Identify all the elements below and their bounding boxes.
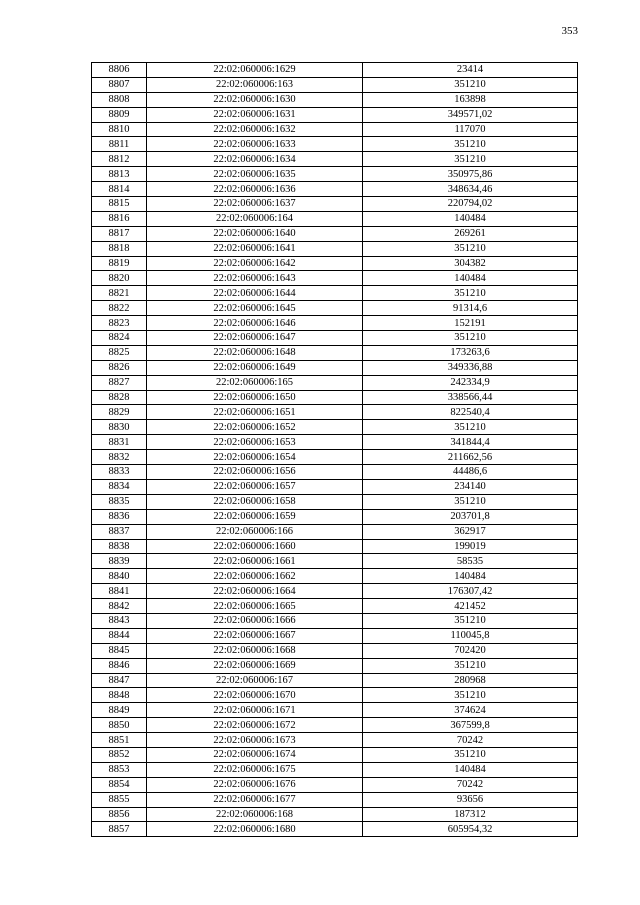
row-number-cell: 8810 bbox=[92, 122, 147, 137]
value-cell: 350975,86 bbox=[363, 167, 578, 182]
value-cell: 173263,6 bbox=[363, 345, 578, 360]
row-number-cell: 8815 bbox=[92, 197, 147, 212]
cadastral-number-cell: 22:02:060006:1659 bbox=[147, 509, 363, 524]
table-row bbox=[92, 286, 578, 301]
value-cell: 91314,6 bbox=[363, 301, 578, 316]
value-cell: 341844,4 bbox=[363, 435, 578, 450]
table-row bbox=[92, 613, 578, 628]
value-cell: 70242 bbox=[363, 733, 578, 748]
table-row bbox=[92, 524, 578, 539]
value-cell: 351210 bbox=[363, 688, 578, 703]
table-row bbox=[92, 450, 578, 465]
row-number-cell: 8812 bbox=[92, 152, 147, 167]
value-cell: 199019 bbox=[363, 539, 578, 554]
row-number-cell: 8839 bbox=[92, 554, 147, 569]
table-row bbox=[92, 390, 578, 405]
value-cell: 351210 bbox=[363, 613, 578, 628]
value-cell: 351210 bbox=[363, 658, 578, 673]
table-row bbox=[92, 658, 578, 673]
value-cell: 367599,8 bbox=[363, 718, 578, 733]
table-row bbox=[92, 226, 578, 241]
table-row bbox=[92, 435, 578, 450]
row-number-cell: 8828 bbox=[92, 390, 147, 405]
row-number-cell: 8831 bbox=[92, 435, 147, 450]
cadastral-number-cell: 22:02:060006:1634 bbox=[147, 152, 363, 167]
value-cell: 348634,46 bbox=[363, 182, 578, 197]
value-cell: 605954,32 bbox=[363, 822, 578, 837]
value-cell: 351210 bbox=[363, 494, 578, 509]
row-number-cell: 8834 bbox=[92, 479, 147, 494]
table-row bbox=[92, 405, 578, 420]
row-number-cell: 8823 bbox=[92, 316, 147, 331]
table-row bbox=[92, 63, 578, 78]
table-row bbox=[92, 688, 578, 703]
table-row bbox=[92, 107, 578, 122]
table-row bbox=[92, 256, 578, 271]
cadastral-number-cell: 22:02:060006:1642 bbox=[147, 256, 363, 271]
value-cell: 70242 bbox=[363, 777, 578, 792]
value-cell: 152191 bbox=[363, 316, 578, 331]
cadastral-number-cell: 22:02:060006:1670 bbox=[147, 688, 363, 703]
table-row bbox=[92, 77, 578, 92]
table-row bbox=[92, 822, 578, 837]
row-number-cell: 8832 bbox=[92, 450, 147, 465]
table-row bbox=[92, 509, 578, 524]
table-row bbox=[92, 345, 578, 360]
cadastral-number-cell: 22:02:060006:1631 bbox=[147, 107, 363, 122]
table-row bbox=[92, 137, 578, 152]
row-number-cell: 8847 bbox=[92, 673, 147, 688]
cadastral-number-cell: 22:02:060006:1662 bbox=[147, 569, 363, 584]
table-row bbox=[92, 599, 578, 614]
cadastral-number-cell: 22:02:060006:1645 bbox=[147, 301, 363, 316]
cadastral-number-cell: 22:02:060006:1660 bbox=[147, 539, 363, 554]
cadastral-number-cell: 22:02:060006:1648 bbox=[147, 345, 363, 360]
row-number-cell: 8816 bbox=[92, 211, 147, 226]
cadastral-number-cell: 22:02:060006:1658 bbox=[147, 494, 363, 509]
table-row bbox=[92, 167, 578, 182]
cadastral-number-cell: 22:02:060006:1664 bbox=[147, 584, 363, 599]
value-cell: 702420 bbox=[363, 643, 578, 658]
row-number-cell: 8819 bbox=[92, 256, 147, 271]
cadastral-number-cell: 22:02:060006:1646 bbox=[147, 316, 363, 331]
row-number-cell: 8829 bbox=[92, 405, 147, 420]
value-cell: 362917 bbox=[363, 524, 578, 539]
value-cell: 117070 bbox=[363, 122, 578, 137]
cadastral-number-cell: 22:02:060006:1632 bbox=[147, 122, 363, 137]
cadastral-number-cell: 22:02:060006:1636 bbox=[147, 182, 363, 197]
table-row bbox=[92, 316, 578, 331]
row-number-cell: 8851 bbox=[92, 733, 147, 748]
cadastral-number-cell: 22:02:060006:1673 bbox=[147, 733, 363, 748]
row-number-cell: 8852 bbox=[92, 747, 147, 762]
value-cell: 280968 bbox=[363, 673, 578, 688]
row-number-cell: 8820 bbox=[92, 271, 147, 286]
cadastral-number-cell: 22:02:060006:1654 bbox=[147, 450, 363, 465]
cadastral-number-cell: 22:02:060006:1633 bbox=[147, 137, 363, 152]
table-row bbox=[92, 494, 578, 509]
cadastral-number-cell: 22:02:060006:1677 bbox=[147, 792, 363, 807]
table-row bbox=[92, 465, 578, 480]
row-number-cell: 8813 bbox=[92, 167, 147, 182]
table-row bbox=[92, 152, 578, 167]
cadastral-number-cell: 22:02:060006:165 bbox=[147, 375, 363, 390]
row-number-cell: 8824 bbox=[92, 331, 147, 346]
cadastral-number-cell: 22:02:060006:163 bbox=[147, 77, 363, 92]
table-row bbox=[92, 539, 578, 554]
row-number-cell: 8825 bbox=[92, 345, 147, 360]
row-number-cell: 8807 bbox=[92, 77, 147, 92]
value-cell: 338566,44 bbox=[363, 390, 578, 405]
table-row bbox=[92, 271, 578, 286]
row-number-cell: 8838 bbox=[92, 539, 147, 554]
row-number-cell: 8856 bbox=[92, 807, 147, 822]
cadastral-number-cell: 22:02:060006:1653 bbox=[147, 435, 363, 450]
cadastral-number-cell: 22:02:060006:1640 bbox=[147, 226, 363, 241]
value-cell: 140484 bbox=[363, 569, 578, 584]
value-cell: 187312 bbox=[363, 807, 578, 822]
row-number-cell: 8822 bbox=[92, 301, 147, 316]
value-cell: 58535 bbox=[363, 554, 578, 569]
row-number-cell: 8853 bbox=[92, 762, 147, 777]
table-row bbox=[92, 241, 578, 256]
value-cell: 93656 bbox=[363, 792, 578, 807]
table-row bbox=[92, 628, 578, 643]
cadastral-number-cell: 22:02:060006:1672 bbox=[147, 718, 363, 733]
value-cell: 421452 bbox=[363, 599, 578, 614]
cadastral-number-cell: 22:02:060006:1675 bbox=[147, 762, 363, 777]
cadastral-number-cell: 22:02:060006:1668 bbox=[147, 643, 363, 658]
cadastral-number-cell: 22:02:060006:1644 bbox=[147, 286, 363, 301]
cadastral-number-cell: 22:02:060006:1680 bbox=[147, 822, 363, 837]
value-cell: 351210 bbox=[363, 137, 578, 152]
cadastral-number-cell: 22:02:060006:1665 bbox=[147, 599, 363, 614]
value-cell: 220794,02 bbox=[363, 197, 578, 212]
row-number-cell: 8854 bbox=[92, 777, 147, 792]
cadastral-number-cell: 22:02:060006:1652 bbox=[147, 420, 363, 435]
cadastral-number-cell: 22:02:060006:1650 bbox=[147, 390, 363, 405]
value-cell: 351210 bbox=[363, 286, 578, 301]
table-row bbox=[92, 420, 578, 435]
row-number-cell: 8808 bbox=[92, 92, 147, 107]
cadastral-number-cell: 22:02:060006:1637 bbox=[147, 197, 363, 212]
table-row bbox=[92, 569, 578, 584]
row-number-cell: 8835 bbox=[92, 494, 147, 509]
row-number-cell: 8848 bbox=[92, 688, 147, 703]
cadastral-number-cell: 22:02:060006:1667 bbox=[147, 628, 363, 643]
cadastral-number-cell: 22:02:060006:1666 bbox=[147, 613, 363, 628]
cadastral-number-cell: 22:02:060006:1671 bbox=[147, 703, 363, 718]
row-number-cell: 8837 bbox=[92, 524, 147, 539]
row-number-cell: 8846 bbox=[92, 658, 147, 673]
cadastral-number-cell: 22:02:060006:1669 bbox=[147, 658, 363, 673]
value-cell: 351210 bbox=[363, 152, 578, 167]
value-cell: 351210 bbox=[363, 747, 578, 762]
table-row bbox=[92, 718, 578, 733]
row-number-cell: 8827 bbox=[92, 375, 147, 390]
value-cell: 269261 bbox=[363, 226, 578, 241]
row-number-cell: 8843 bbox=[92, 613, 147, 628]
cadastral-number-cell: 22:02:060006:1641 bbox=[147, 241, 363, 256]
table-row bbox=[92, 479, 578, 494]
row-number-cell: 8809 bbox=[92, 107, 147, 122]
value-cell: 140484 bbox=[363, 271, 578, 286]
cadastral-number-cell: 22:02:060006:1629 bbox=[147, 63, 363, 78]
table-row bbox=[92, 703, 578, 718]
table-row bbox=[92, 197, 578, 212]
table-row bbox=[92, 92, 578, 107]
row-number-cell: 8814 bbox=[92, 182, 147, 197]
table-row bbox=[92, 807, 578, 822]
cadastral-number-cell: 22:02:060006:1651 bbox=[147, 405, 363, 420]
table-row bbox=[92, 331, 578, 346]
value-cell: 349336,88 bbox=[363, 360, 578, 375]
value-cell: 822540,4 bbox=[363, 405, 578, 420]
value-cell: 176307,42 bbox=[363, 584, 578, 599]
table-row bbox=[92, 762, 578, 777]
table-row bbox=[92, 375, 578, 390]
value-cell: 351210 bbox=[363, 331, 578, 346]
value-cell: 110045,8 bbox=[363, 628, 578, 643]
table-row bbox=[92, 182, 578, 197]
table-body bbox=[92, 63, 578, 837]
cadastral-number-cell: 22:02:060006:1676 bbox=[147, 777, 363, 792]
row-number-cell: 8855 bbox=[92, 792, 147, 807]
table-row bbox=[92, 122, 578, 137]
cadastral-number-cell: 22:02:060006:1649 bbox=[147, 360, 363, 375]
table-row bbox=[92, 301, 578, 316]
cadastral-number-cell: 22:02:060006:167 bbox=[147, 673, 363, 688]
table-row bbox=[92, 643, 578, 658]
row-number-cell: 8830 bbox=[92, 420, 147, 435]
cadastral-number-cell: 22:02:060006:166 bbox=[147, 524, 363, 539]
row-number-cell: 8845 bbox=[92, 643, 147, 658]
table-row bbox=[92, 733, 578, 748]
cadastral-number-cell: 22:02:060006:1656 bbox=[147, 465, 363, 480]
cadastral-number-cell: 22:02:060006:1643 bbox=[147, 271, 363, 286]
table-row bbox=[92, 673, 578, 688]
row-number-cell: 8841 bbox=[92, 584, 147, 599]
cadastral-number-cell: 22:02:060006:164 bbox=[147, 211, 363, 226]
table-row bbox=[92, 360, 578, 375]
value-cell: 351210 bbox=[363, 241, 578, 256]
row-number-cell: 8833 bbox=[92, 465, 147, 480]
value-cell: 140484 bbox=[363, 211, 578, 226]
cadastral-number-cell: 22:02:060006:168 bbox=[147, 807, 363, 822]
row-number-cell: 8818 bbox=[92, 241, 147, 256]
row-number-cell: 8817 bbox=[92, 226, 147, 241]
row-number-cell: 8811 bbox=[92, 137, 147, 152]
cadastral-number-cell: 22:02:060006:1630 bbox=[147, 92, 363, 107]
value-cell: 203701,8 bbox=[363, 509, 578, 524]
row-number-cell: 8842 bbox=[92, 599, 147, 614]
row-number-cell: 8806 bbox=[92, 63, 147, 78]
cadastral-number-cell: 22:02:060006:1674 bbox=[147, 747, 363, 762]
value-cell: 304382 bbox=[363, 256, 578, 271]
value-cell: 140484 bbox=[363, 762, 578, 777]
value-cell: 163898 bbox=[363, 92, 578, 107]
cadastral-number-cell: 22:02:060006:1657 bbox=[147, 479, 363, 494]
row-number-cell: 8826 bbox=[92, 360, 147, 375]
value-cell: 374624 bbox=[363, 703, 578, 718]
value-cell: 351210 bbox=[363, 77, 578, 92]
data-table bbox=[91, 62, 578, 837]
value-cell: 234140 bbox=[363, 479, 578, 494]
row-number-cell: 8821 bbox=[92, 286, 147, 301]
cadastral-number-cell: 22:02:060006:1635 bbox=[147, 167, 363, 182]
table-row bbox=[92, 777, 578, 792]
value-cell: 44486,6 bbox=[363, 465, 578, 480]
value-cell: 23414 bbox=[363, 63, 578, 78]
page-number: 353 bbox=[561, 25, 578, 37]
row-number-cell: 8836 bbox=[92, 509, 147, 524]
cadastral-number-cell: 22:02:060006:1661 bbox=[147, 554, 363, 569]
row-number-cell: 8849 bbox=[92, 703, 147, 718]
row-number-cell: 8850 bbox=[92, 718, 147, 733]
table-row bbox=[92, 747, 578, 762]
value-cell: 349571,02 bbox=[363, 107, 578, 122]
cadastral-number-cell: 22:02:060006:1647 bbox=[147, 331, 363, 346]
value-cell: 351210 bbox=[363, 420, 578, 435]
table-row bbox=[92, 554, 578, 569]
table-row bbox=[92, 211, 578, 226]
value-cell: 211662,56 bbox=[363, 450, 578, 465]
value-cell: 242334,9 bbox=[363, 375, 578, 390]
row-number-cell: 8857 bbox=[92, 822, 147, 837]
row-number-cell: 8840 bbox=[92, 569, 147, 584]
row-number-cell: 8844 bbox=[92, 628, 147, 643]
table-row bbox=[92, 792, 578, 807]
table-row bbox=[92, 584, 578, 599]
